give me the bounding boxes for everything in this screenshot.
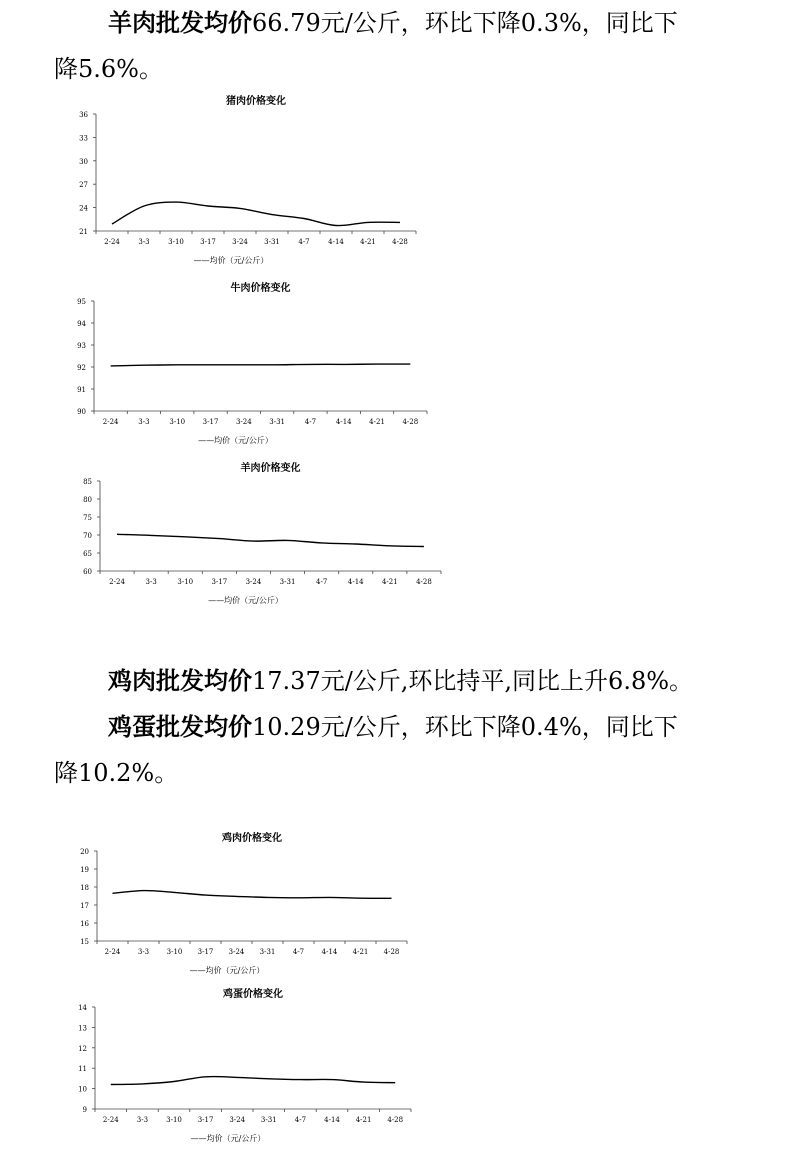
series-line [111, 364, 411, 366]
chart-mutton [40, 455, 560, 615]
legend-label: ——均价（元/公斤） [193, 256, 269, 265]
paragraph-text: 10.29元/公斤，环比下降0.4%，同比下 [252, 713, 678, 741]
x-tick-label: 4-28 [387, 1116, 404, 1124]
x-tick-label: 2-24 [102, 1116, 119, 1124]
x-tick-label: 3-17 [200, 238, 216, 246]
y-tick-label: 16 [80, 920, 89, 928]
y-tick-label: 12 [78, 1044, 87, 1053]
x-tick-label: 4-21 [355, 1116, 372, 1124]
paragraph-line [54, 750, 754, 796]
y-tick-label: 91 [77, 386, 86, 394]
y-tick-label: 36 [79, 111, 88, 119]
series-line [112, 202, 400, 225]
y-tick-label: 17 [80, 902, 89, 910]
x-tick-label: 4-7 [298, 238, 310, 246]
x-tick-label: 4-14 [347, 578, 364, 586]
x-tick-label: 3-10 [166, 1116, 182, 1124]
x-tick-label: 4-14 [321, 948, 338, 956]
x-tick-label: 2-24 [104, 238, 120, 246]
paragraph-egg [54, 704, 754, 796]
x-tick-label: 3-24 [232, 238, 248, 246]
y-tick-label: 60 [83, 568, 92, 576]
x-tick-label: 3-10 [166, 948, 183, 956]
x-tick-label: 3-10 [168, 238, 184, 246]
y-tick-label: 27 [79, 181, 88, 190]
x-tick-label: 4-21 [360, 238, 376, 246]
x-tick-label: 3-24 [235, 418, 252, 426]
x-tick-label: 3-31 [269, 418, 286, 426]
x-tick-label: 3-24 [245, 578, 262, 586]
x-tick-label: 4-7 [294, 1116, 307, 1124]
y-tick-label: 11 [78, 1065, 87, 1074]
x-tick-label: 3-10 [177, 578, 194, 586]
x-tick-label: 4-28 [416, 578, 432, 586]
x-tick-label: 3-3 [137, 948, 150, 956]
chart-title: 牛肉价格变化 [230, 283, 291, 294]
series-line [113, 891, 392, 899]
x-tick-label: 3-17 [211, 578, 228, 586]
x-tick-label: 4-7 [304, 418, 317, 426]
chart-title: 猪肉价格变化 [226, 96, 286, 107]
y-tick-label: 18 [80, 884, 89, 892]
y-tick-label: 10 [78, 1085, 87, 1094]
x-tick-label: 2-24 [102, 418, 119, 426]
y-tick-label: 85 [83, 478, 92, 486]
x-tick-label: 4-14 [328, 238, 344, 246]
x-tick-label: 3-3 [138, 418, 150, 426]
paragraph-text: 17.37元/公斤,环比持平,同比上升6.8%。 [252, 667, 694, 695]
y-tick-label: 19 [80, 866, 89, 874]
chart-title: 羊肉价格变化 [240, 463, 301, 474]
x-tick-label: 4-7 [316, 578, 328, 586]
paragraph-line [54, 46, 754, 92]
y-tick-label: 70 [83, 532, 92, 540]
x-tick-label: 3-3 [136, 1116, 149, 1124]
x-tick-label: 3-24 [228, 948, 245, 956]
y-tick-label: 92 [77, 364, 86, 372]
chart-pork [40, 90, 560, 280]
y-tick-label: 14 [78, 1004, 87, 1012]
x-tick-label: 3-3 [138, 238, 150, 246]
y-tick-label: 33 [79, 134, 88, 143]
y-tick-label: 80 [83, 496, 92, 504]
x-tick-label: 4-28 [402, 418, 419, 426]
x-tick-label: 4-7 [292, 948, 305, 956]
x-tick-label: 2-24 [104, 948, 121, 956]
x-tick-label: 4-28 [383, 948, 400, 956]
chart-egg [40, 980, 560, 1160]
paragraph-heading: 鸡蛋批发均价 [108, 712, 252, 741]
x-tick-label: 3-31 [260, 1116, 277, 1124]
x-tick-label: 3-31 [259, 948, 276, 956]
paragraph-heading: 鸡肉批发均价 [108, 666, 252, 695]
x-tick-label: 3-31 [264, 238, 280, 246]
legend-label: ——均价（元/公斤） [189, 966, 265, 975]
y-tick-label: 30 [79, 157, 88, 166]
chart-beef [40, 280, 560, 460]
y-tick-label: 15 [80, 938, 89, 946]
legend-label: ——均价（元/公斤） [198, 436, 273, 445]
paragraph-lamb [54, 0, 754, 92]
paragraph-text: 降5.6%。 [54, 55, 163, 83]
x-tick-label: 2-24 [109, 578, 125, 586]
y-tick-label: 24 [79, 204, 88, 213]
chart-title: 鸡蛋价格变化 [223, 989, 283, 1000]
y-tick-label: 95 [77, 298, 86, 306]
x-tick-label: 4-28 [392, 238, 408, 246]
x-tick-label: 4-14 [324, 1116, 340, 1124]
paragraph-heading: 羊肉批发均价 [108, 8, 252, 37]
x-tick-label: 3-24 [229, 1116, 246, 1124]
x-tick-label: 3-31 [279, 578, 296, 586]
y-tick-label: 9 [82, 1106, 87, 1114]
x-tick-label: 4-14 [335, 418, 352, 426]
paragraph-text: 降10.2%。 [54, 759, 179, 787]
x-tick-label: 4-21 [381, 578, 398, 586]
y-tick-label: 90 [77, 408, 86, 416]
x-tick-label: 3-3 [145, 578, 157, 586]
x-tick-label: 3-17 [202, 418, 219, 426]
paragraph-chicken [54, 658, 754, 704]
legend-label: ——均价（元/公斤） [208, 596, 283, 605]
legend-label: ——均价（元/公斤） [190, 1134, 266, 1143]
y-tick-label: 94 [77, 320, 86, 328]
y-tick-label: 13 [78, 1024, 87, 1033]
x-tick-label: 4-21 [352, 948, 369, 956]
x-tick-label: 3-17 [197, 1116, 214, 1124]
y-tick-label: 93 [77, 342, 86, 350]
paragraph-text: 66.79元/公斤，环比下降0.3%，同比下 [252, 9, 678, 37]
y-tick-label: 20 [80, 848, 89, 856]
series-line [111, 1077, 395, 1085]
y-tick-label: 21 [79, 228, 88, 236]
paragraph-line [54, 704, 754, 750]
x-tick-label: 4-21 [369, 418, 385, 426]
chart-title: 鸡肉价格变化 [222, 833, 282, 844]
paragraph-line [54, 658, 754, 704]
chart-chicken [40, 820, 560, 980]
y-tick-label: 75 [83, 514, 92, 522]
x-tick-label: 3-10 [169, 418, 186, 426]
y-tick-label: 65 [83, 550, 92, 558]
paragraph-line [54, 0, 754, 46]
x-tick-label: 3-17 [197, 948, 214, 956]
series-line [117, 534, 424, 546]
